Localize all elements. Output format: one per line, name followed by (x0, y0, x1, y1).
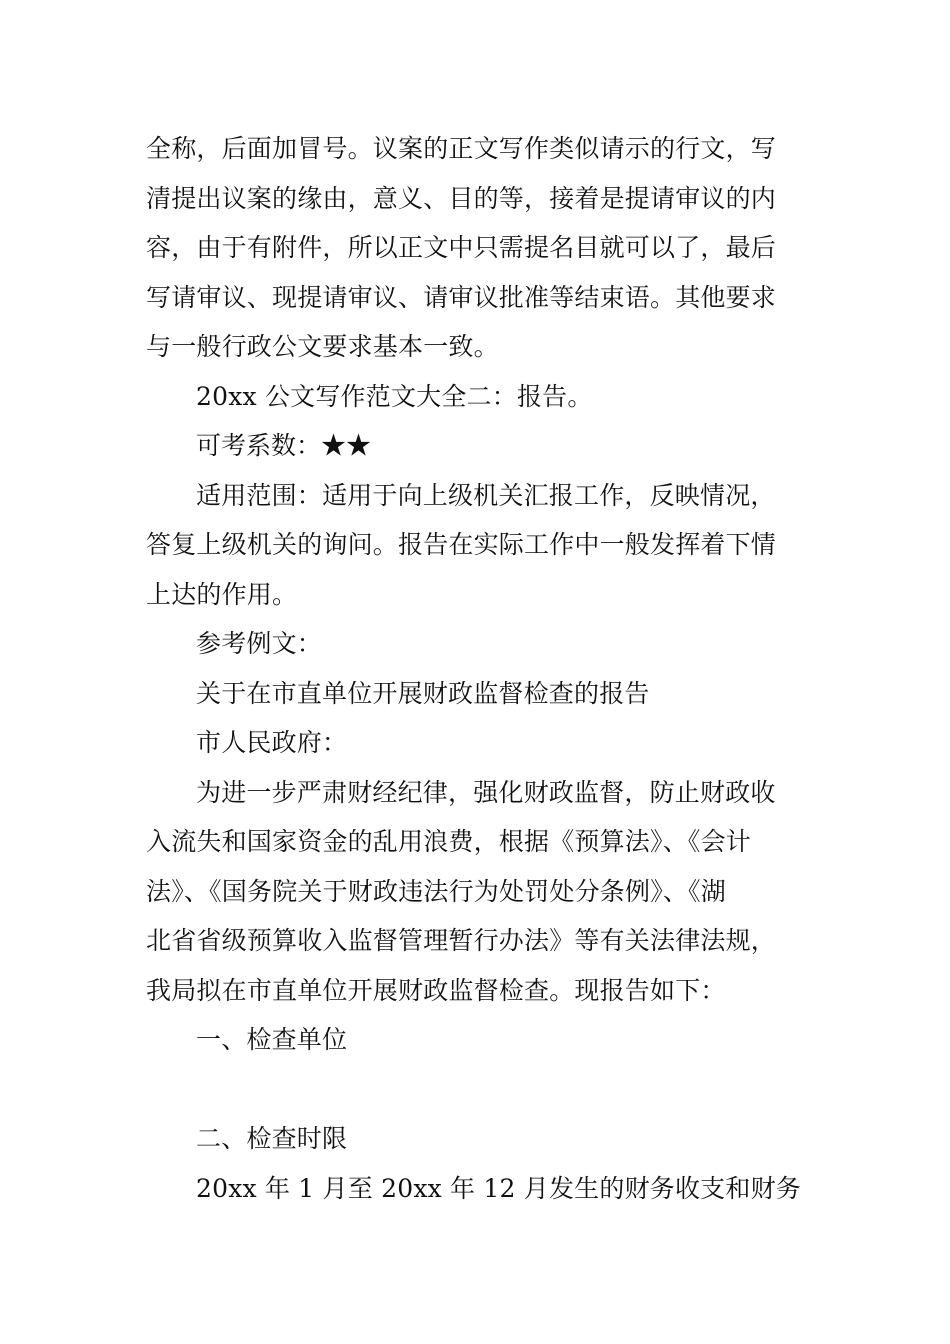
example-body-line-4: 北省省级预算收入监督管理暂行办法》等有关法律法规， (146, 926, 777, 955)
reference-example-label: 参考例文： (196, 629, 323, 658)
example-title: 关于在市直单位开展财政监督检查的报告 (196, 678, 650, 708)
example-addressee: 市人民政府： (196, 728, 348, 757)
section-heading-report: 20xx 公文写作范文大全二：报告。 (196, 381, 593, 411)
example-body-line-3: 法》、《国务院关于财政违法行为处罚处分条例》、《湖 (146, 876, 727, 906)
paragraph-line-1: 全称，后面加冒号。议案的正文写作类似请示的行文，写 (146, 134, 777, 163)
scope-line-2: 答复上级机关的询问。报告在实际工作中一般发挥着下情 (146, 530, 777, 559)
document-body (146, 124, 806, 1213)
section-heading-units: 一、检查单位 (196, 1025, 348, 1054)
example-body-line-1: 为进一步严肃财经纪律，强化财政监督，防止财政收 (196, 777, 776, 807)
example-body-line-5: 我局拟在市直单位开展财政监督检查。现报告如下： (146, 975, 726, 1005)
example-body-line-2: 入流失和国家资金的乱用浪费，根据《预算法》、《会计 (146, 827, 752, 856)
paragraph-line-4: 写请审议、现提请审议、请审议批准等结束语。其他要求 (146, 282, 777, 312)
section-heading-period: 二、检查时限 (196, 1124, 348, 1153)
paragraph-line-3: 容，由于有附件，所以正文中只需提名目就可以了，最后 (146, 233, 777, 262)
scope-line-1: 适用范围：适用于向上级机关汇报工作，反映情况， (196, 480, 776, 510)
exam-rating: 可考系数：★★ (196, 431, 372, 460)
blank-line (146, 1065, 806, 1115)
period-line-1: 20xx 年 1 月至 20xx 年 12 月发生的财务收支和财务 (196, 1173, 801, 1203)
scope-line-3: 上达的作用。 (146, 579, 298, 609)
paragraph-line-2: 清提出议案的缘由，意义、目的等，接着是提请审议的内 (146, 183, 777, 213)
paragraph-line-5: 与一般行政公文要求基本一致。 (146, 332, 499, 361)
